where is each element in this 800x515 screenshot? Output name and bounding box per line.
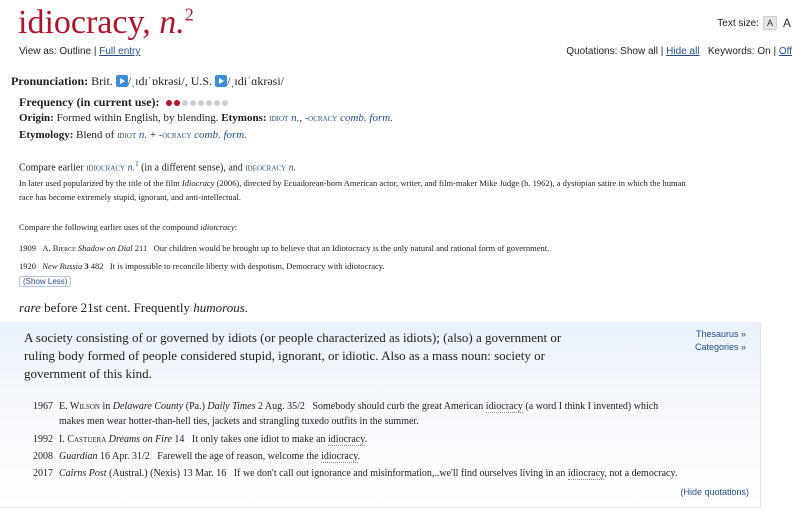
keywords-off-link[interactable]: Off: [778, 46, 792, 57]
homograph-number: 2: [184, 4, 194, 25]
quote-year: 1992: [33, 434, 53, 445]
keywords-on[interactable]: On: [757, 46, 771, 57]
compare-earlier: [19, 160, 296, 173]
quote-text: It is impossible to reconcile liberty with despotism, Democracy with idiotocracy.: [109, 261, 385, 271]
us-label: U.S.: [190, 74, 213, 88]
frequency-dot: [166, 100, 172, 106]
etymology-text: Blend of: [76, 129, 115, 141]
keywords-label: Keywords:: [707, 46, 755, 57]
quote-work: Daily Times: [207, 401, 256, 412]
quote-work: Dreams on Fire: [108, 434, 172, 445]
frequency-row: [19, 95, 228, 110]
quote-text: Somebody should curb the great American: [312, 401, 484, 412]
show-less-button[interactable]: (Show Less): [19, 276, 71, 287]
earlier-quote: [19, 243, 549, 253]
categories-link[interactable]: Categories »: [694, 342, 746, 352]
plus-sign: +: [149, 129, 157, 141]
quote-volume: 3: [84, 261, 89, 271]
etymology-label: Etymology:: [19, 129, 74, 141]
view-separator: |: [93, 46, 97, 57]
popularized-note: [19, 176, 779, 204]
headword-title: idiocracy, n.$^2$: [18, 4, 194, 41]
quote-text: It only takes one idiot to make an: [191, 434, 326, 445]
usage-humorous: humorous: [193, 300, 245, 315]
punctuation: .: [244, 300, 249, 315]
quote-text: , not a democracy.: [604, 468, 678, 479]
quote-year: 1909: [19, 243, 36, 253]
usage-text: before 21st cent. Frequently: [44, 300, 190, 315]
brit-ipa: /ˌɪdɪˈɒkrəsi/: [127, 74, 185, 88]
compare-homograph: 1: [135, 160, 139, 168]
frequency-dots[interactable]: [166, 100, 228, 106]
text-size-label: Text size:: [717, 17, 759, 29]
text-size-small-button[interactable]: A: [763, 16, 777, 30]
quotations-label: Quotations:: [566, 46, 618, 57]
pronunciation-label: Pronunciation:: [11, 74, 89, 88]
frequency-dot: [174, 100, 180, 106]
us-ipa: /ˌɪdiˈɑkrəsi/: [227, 74, 285, 88]
side-links: [695, 328, 746, 354]
quote-place: (Austral.): [109, 468, 148, 479]
quote-keyword: idiocracy: [485, 401, 523, 412]
quote-ref: 2 Aug. 35/2: [257, 401, 305, 412]
view-outline-option[interactable]: Outline: [59, 46, 92, 57]
compound-word: idiotcracy: [200, 222, 235, 232]
play-audio-icon[interactable]: [215, 75, 227, 87]
headword-pos: n.: [159, 4, 185, 41]
separator: |: [773, 46, 777, 57]
etymons-label: Etymons:: [221, 112, 267, 124]
etymology-link-ocracy[interactable]: -ocracy: [158, 130, 192, 141]
quote-work: Delaware County: [112, 401, 184, 412]
etymon-pos: comb. form.: [340, 112, 393, 124]
etymon-link-idiot[interactable]: idiot: [269, 113, 289, 124]
frequency-dot: [190, 100, 196, 106]
separator: |: [660, 46, 664, 57]
origin-text: Formed within English, by blending.: [56, 112, 219, 124]
text-size-large-button[interactable]: A: [782, 16, 791, 30]
quote-year: 1920: [19, 261, 36, 271]
frequency-dot: [198, 100, 204, 106]
note-text: race has become extremely stupid, ignorant, and anti-intellectual.: [19, 192, 241, 202]
view-full-entry-link[interactable]: Full entry: [99, 46, 141, 57]
punctuation: :: [234, 222, 238, 232]
etymology-link-idiot[interactable]: idiot: [117, 130, 137, 141]
compare-link-ideocracy[interactable]: ideocracy: [245, 162, 287, 174]
compare-prefix: Compare earlier: [19, 162, 84, 174]
quote-text: (a word I think I invented) which: [525, 401, 659, 412]
quote-keyword: idiocracy: [321, 451, 358, 462]
note-text: (2006), directed by Ecuadorean-born American actor, writer, and film-maker Mike Judge (b. 1962), a dystopian satire in which the human: [216, 178, 686, 188]
etymon-pos: n.: [291, 112, 300, 124]
play-audio-icon[interactable]: [116, 75, 128, 87]
quotation-1967: [0, 399, 760, 431]
origin-label: Origin:: [19, 112, 54, 124]
definition: [24, 329, 624, 383]
quote-in: in: [102, 401, 111, 412]
note-text: In later used popularized by the title of the film: [19, 178, 180, 188]
earlier-quote: [19, 261, 385, 271]
definition-line: A society consisting of or governed by idiots (or people characterized as idiots); (also) a government or: [24, 330, 562, 345]
etymon-link-ocracy[interactable]: -ocracy: [304, 113, 338, 124]
quote-work: Cairns Post: [59, 468, 107, 479]
quote-text: Farewell the age of reason, welcome the: [157, 451, 319, 462]
etymology-pos: n.: [138, 129, 148, 141]
origin-row: [19, 112, 393, 124]
quote-author: A. Bierce: [42, 243, 76, 253]
view-as-label: View as:: [19, 46, 57, 57]
brit-label: Brit.: [91, 74, 113, 88]
compare-compound: [19, 222, 237, 232]
quote-body: [59, 466, 739, 481]
quote-work: Guardian: [59, 451, 98, 462]
compare-pos: n.: [127, 162, 136, 174]
quote-text: .: [357, 451, 361, 462]
etymology-pos: comb. form.: [194, 129, 247, 141]
hide-quotations-link[interactable]: (Hide quotations): [680, 487, 749, 497]
quote-ref: 211: [134, 243, 148, 253]
pronunciation-row: Pronunciation: Brit. /ˌɪdɪˈɒkrəsi/, U.S. /ˌɪdiˈɑkrəsi/: [11, 74, 285, 88]
quote-body: [59, 399, 739, 429]
compare-pos: n.: [288, 162, 297, 174]
quote-ref: 14: [174, 434, 185, 445]
frequency-dot: [182, 100, 188, 106]
separator: ,: [299, 112, 303, 124]
usage-rare: rare: [19, 300, 41, 315]
quote-text: If we don't call out ignorance and misinformation,..we'll find ourselves living in an: [233, 468, 566, 479]
definition-line: ruling body formed of people considered stupid, ignorant, or idiotic. Also as a mass noun: society or: [24, 348, 545, 363]
quote-year: 1967: [33, 401, 53, 412]
quote-work: Shadow on Dial: [77, 243, 133, 253]
quotations-control: [566, 46, 792, 57]
quote-ref: 482: [90, 261, 104, 271]
quote-year: 2017: [33, 468, 53, 479]
quote-author: I. Castuera: [59, 434, 107, 445]
frequency-dot: [222, 100, 228, 106]
frequency-dot: [214, 100, 220, 106]
quote-text: makes men wear hotter-than-hell ties, jackets and strangling tuxedo outfits in the summer.: [59, 416, 419, 427]
film-title: Idiocracy: [181, 178, 215, 188]
text-size-control: [717, 16, 793, 30]
frequency-dot: [206, 100, 212, 106]
quote-work: New Russia: [42, 261, 83, 271]
quote-body: [59, 432, 739, 447]
quote-year: 2008: [33, 451, 53, 462]
headword: idiocracy: [18, 4, 143, 41]
frequency-label: Frequency (in current use):: [19, 95, 160, 109]
show-all-quotations[interactable]: Show all: [620, 46, 658, 57]
quote-body: [59, 449, 739, 464]
quote-author: E. Wilson: [59, 401, 100, 412]
quote-place: (Pa.): [185, 401, 205, 412]
quote-text: Our children would be brought up to believe that an Idiotocracy is the only natural and rational form of government.: [153, 243, 550, 253]
quote-keyword: idiocracy: [328, 434, 365, 445]
definition-line: government of this kind.: [24, 366, 152, 381]
compare-compound-text: Compare the following earlier uses of the compound: [19, 222, 199, 232]
quote-text: .: [364, 434, 368, 445]
quote-ref: 16 Apr. 31/2: [100, 451, 150, 462]
etymology-row: [19, 129, 247, 141]
thesaurus-link[interactable]: Thesaurus »: [695, 329, 746, 339]
compare-mid-text: (in a different sense), and: [141, 162, 243, 174]
compare-link-idiocracy[interactable]: idiocracy: [86, 162, 126, 174]
hide-all-quotations-link[interactable]: Hide all: [666, 46, 700, 57]
quote-ref: (Nexis) 13 Mar. 16: [150, 468, 227, 479]
quote-keyword: idiocracy: [567, 468, 605, 479]
usage-note: [19, 300, 248, 316]
view-as-bar: [19, 46, 140, 57]
